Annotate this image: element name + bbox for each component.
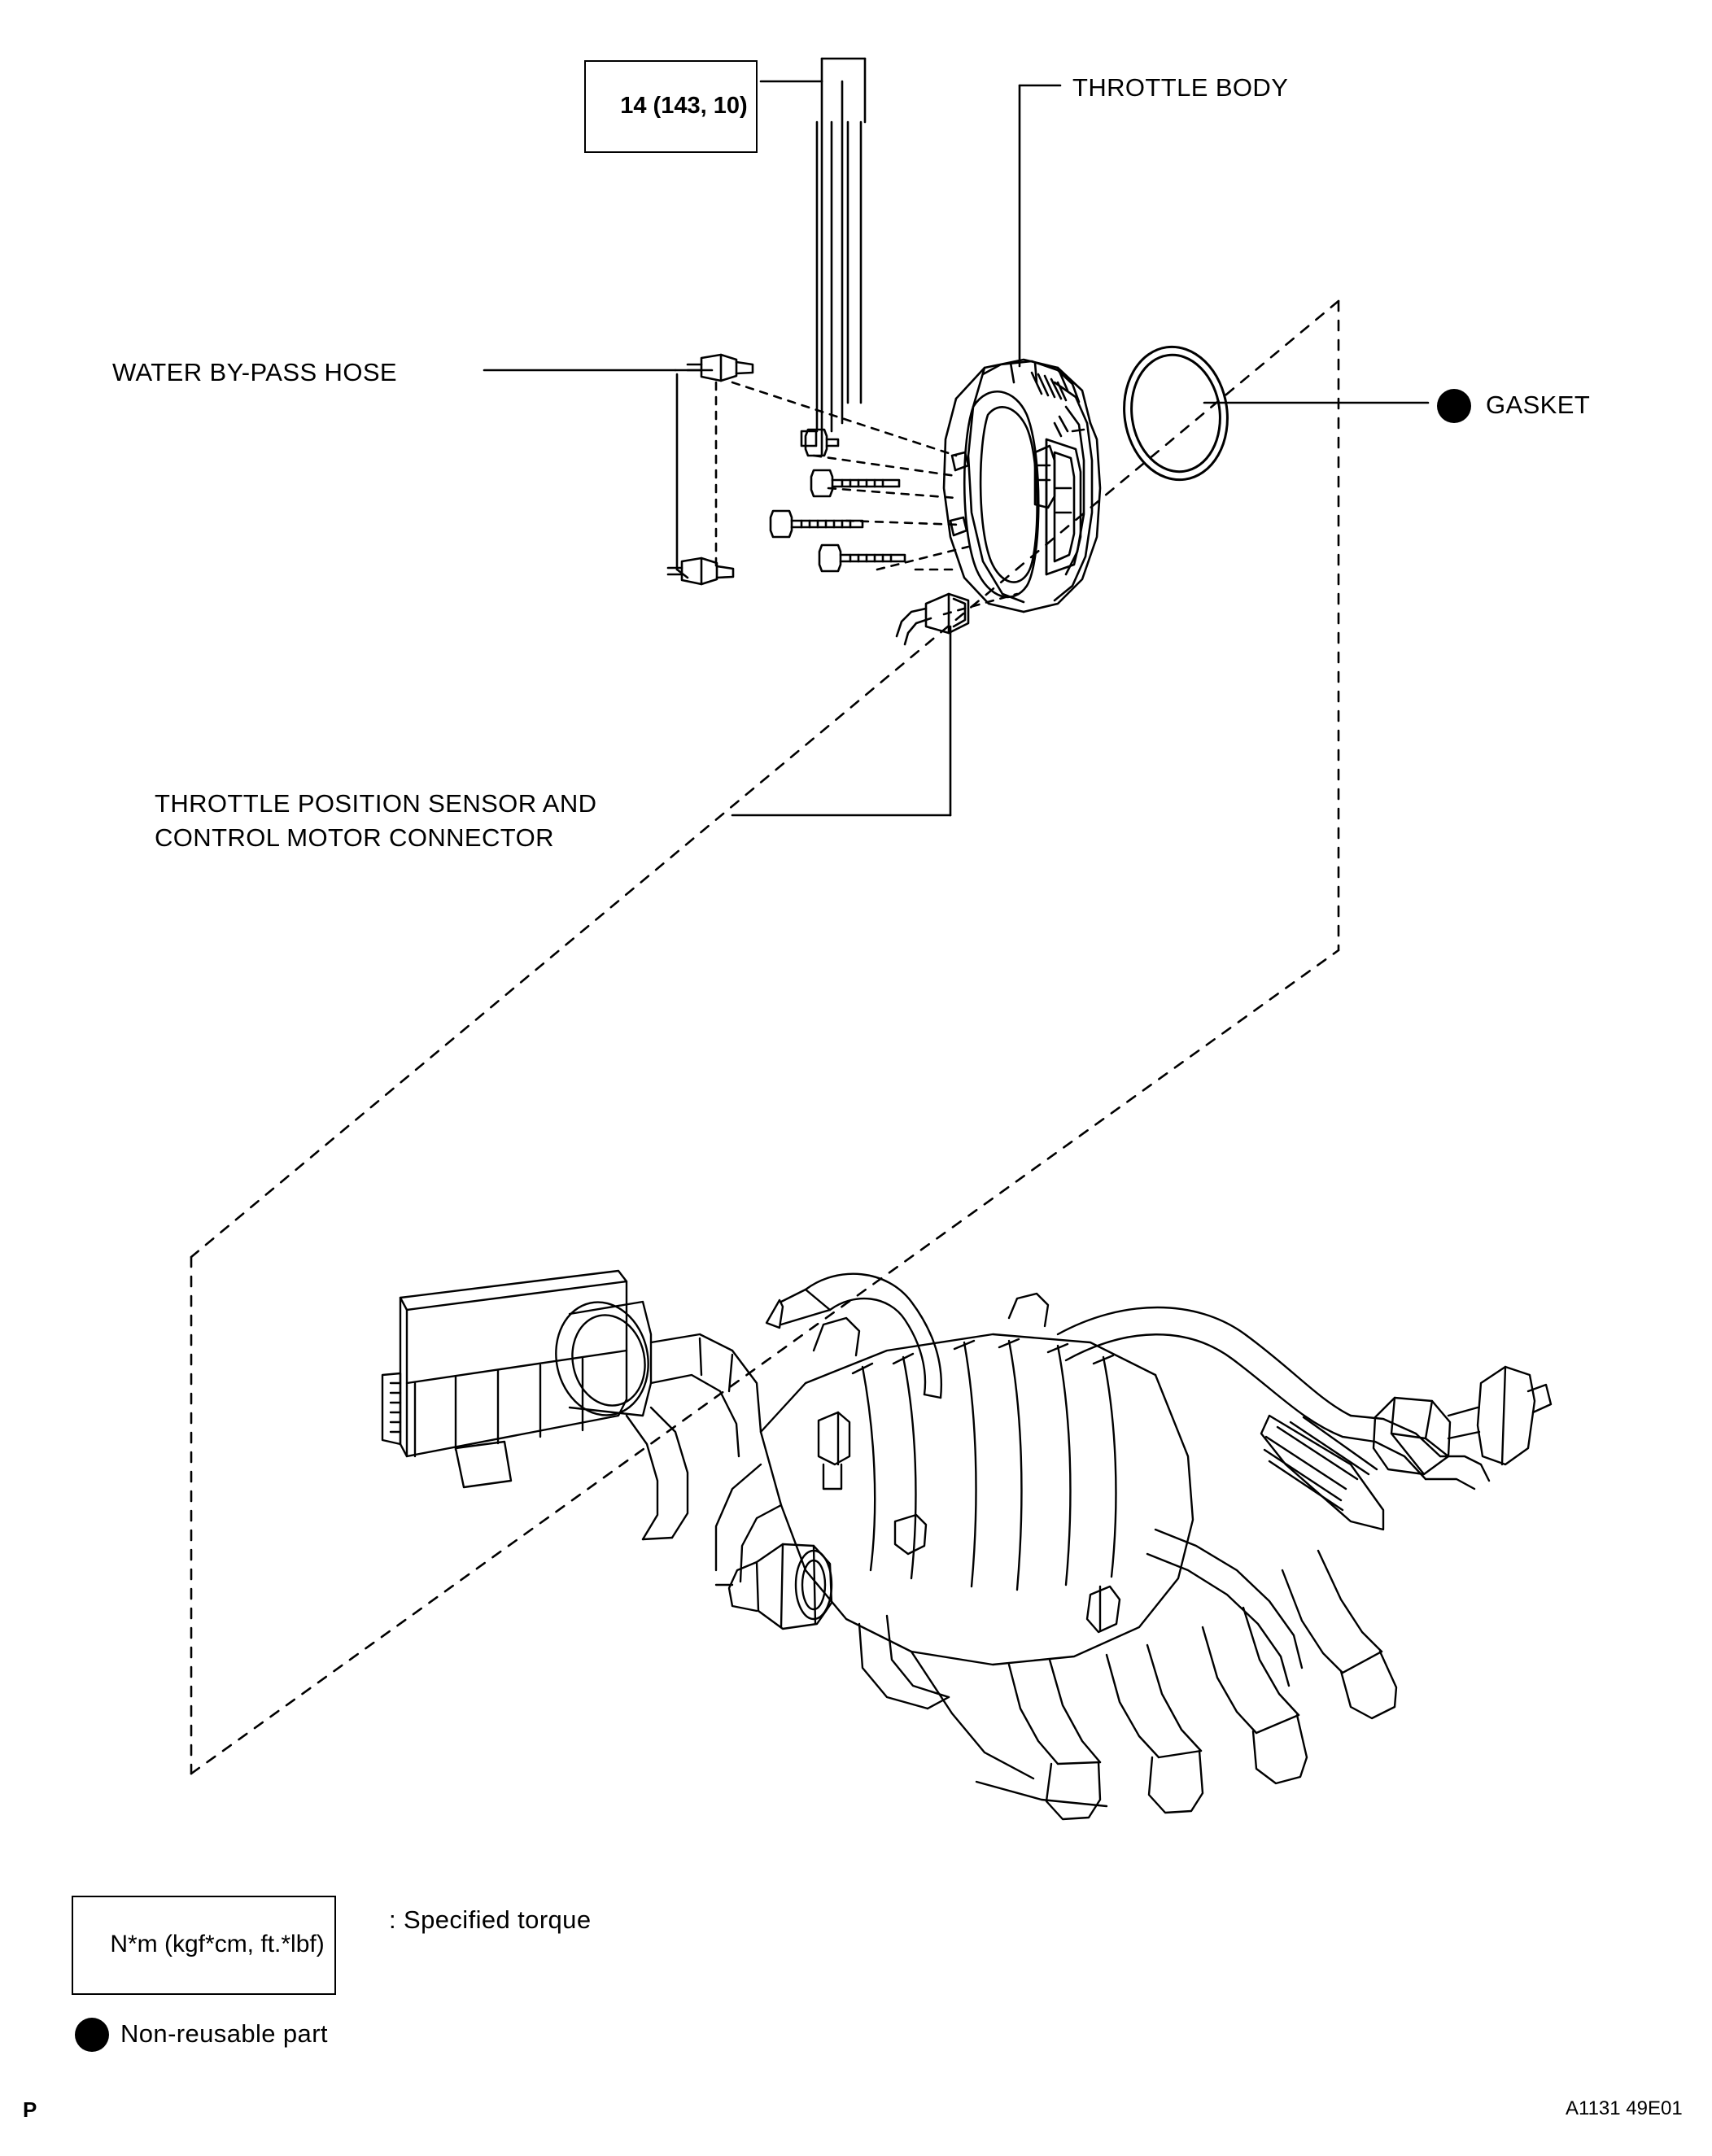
legend-torque-units: N*m (kgf*cm, ft.*lbf) [110,1931,325,1957]
legend-torque-units-box [72,1896,336,1995]
callout-water-bypass-hose: WATER BY-PASS HOSE [112,358,398,386]
non-reusable-marker-icon [1437,389,1471,423]
sensor-connector-leader [732,626,950,815]
bolt-small-top [801,431,816,446]
legend-non-reusable-label: Non-reusable part [120,2019,328,2048]
gasket-part [1116,340,1236,487]
bolt-shaft-lines [817,122,861,431]
engine-assembly-illustration [382,1271,1551,1819]
perspective-frame [191,301,1339,1774]
throttle-body-leader [1020,85,1060,366]
legend-torque-note: : Specified torque [389,1905,592,1934]
callout-sensor-connector-line1: THROTTLE POSITION SENSOR AND [155,789,597,818]
bolt-3 [771,511,863,537]
water-hose-upper-fitting [688,355,753,381]
figure-id: A1131 49E01 [1566,2097,1683,2119]
torque-spec-box [584,60,758,153]
page-mark: P [23,2097,37,2122]
callout-throttle-body: THROTTLE BODY [1072,73,1289,102]
throttle-body-part [944,360,1100,612]
legend-non-reusable-dot-icon [75,2018,109,2052]
water-bypass-vertical [677,374,688,578]
bolt-4 [819,545,905,571]
callout-sensor-connector-line2: CONTROL MOTOR CONNECTOR [155,823,554,852]
torque-spec-value: 14 (143, 10) [620,93,748,119]
callout-gasket: GASKET [1486,391,1591,419]
